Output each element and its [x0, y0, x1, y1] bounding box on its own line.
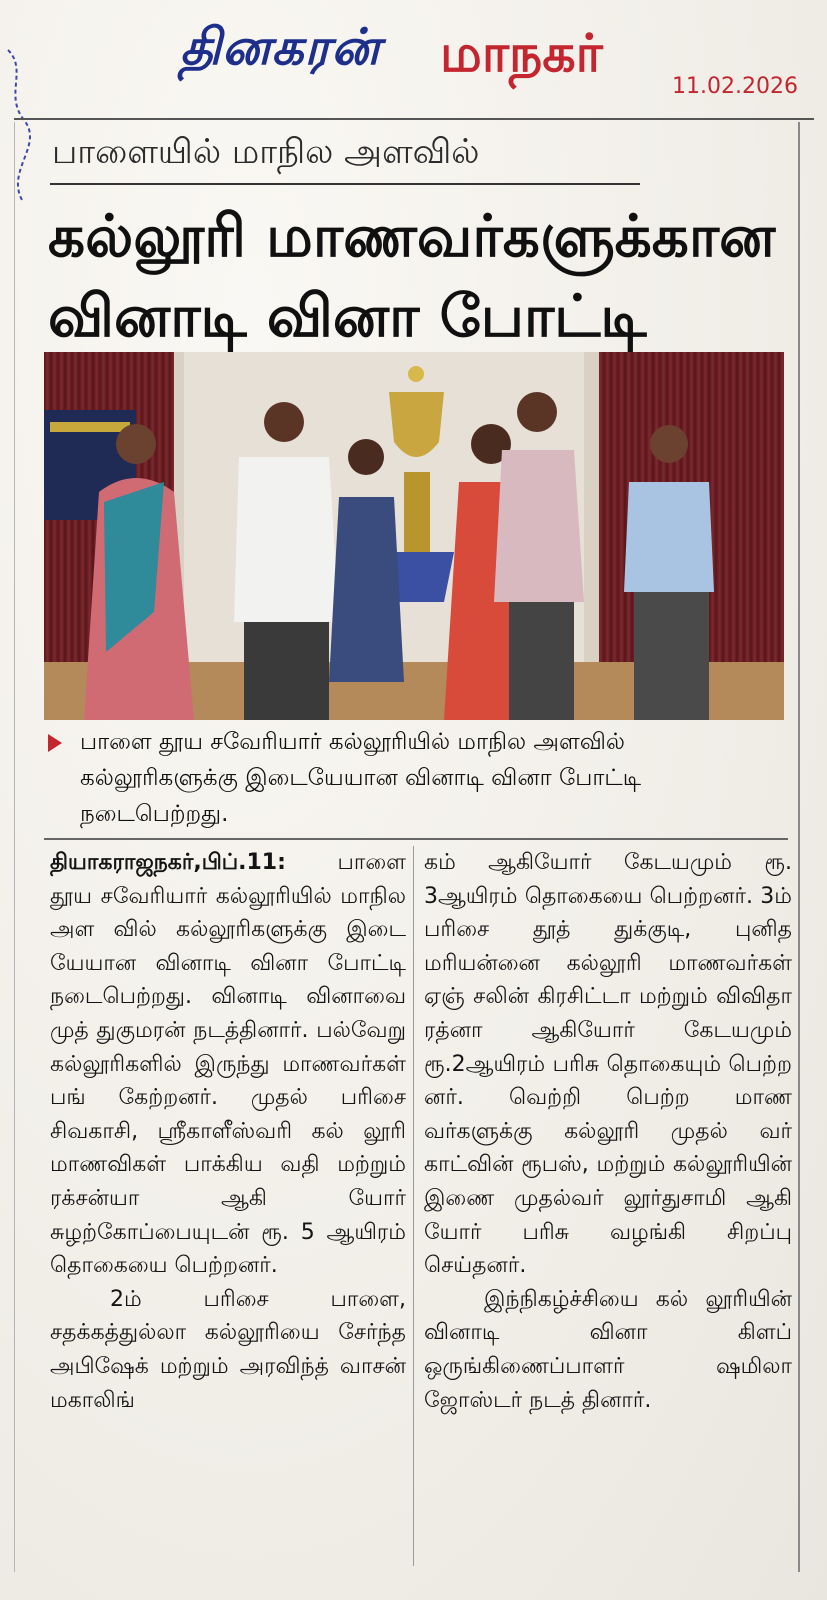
left-border: [14, 122, 15, 1572]
dateline: தியாகராஜநகர்,பிப்.11:: [50, 850, 286, 875]
body-paragraph: இந்நிகழ்ச்சியை கல் லூரியின் வினாடி வினா கிளப் ஒருங்கிணைப்பாளர் ஷமிலா ஜோஸ்டர் நடத் தினார்.: [424, 1286, 792, 1413]
article-column-2: [424, 846, 792, 1417]
trophy-ceremony-illustration: [44, 352, 784, 720]
issue-date: 11.02.2026: [672, 74, 798, 99]
body-paragraph: 2ம் பரிசை பாளை, சதக்கத்துல்லா கல்லூரியை சேர்ந்த அபிஷேக் மற்றும் அரவிந்த் வாசன் மகாலிங்: [50, 1286, 406, 1413]
article-kicker: பாளையில் மாநில அளவில்: [52, 132, 480, 172]
kicker-underline: [50, 183, 640, 185]
body-paragraph: கம் ஆகியோர் கேடயமும் ரூ. 3ஆயிரம் தொகையை பெற்றனர். 3ம் பரிசை தூத் துக்குடி, புனித மரியன்னை கல்லூரி மாணவர்கள் ஏஞ் சலின் கிரசிட்டா மற்றும் விவிதா ரத்னா ஆகியோர் கேடயமும் ரூ.2ஆயிரம் பரிசு தொகையும் பெற்ற னர். வெற்றி பெற்ற மாண வர்களுக்கு கல்லூரி முதல் வர் காட்வின் ரூபஸ், மற்றும் கல்லூரியின் இணை முதல்வர் லூர்துசாமி ஆகி யோர் பரிசு வழங்கி சிறப்பு செய்தனர்.: [424, 850, 792, 1279]
event-photo: [44, 352, 784, 720]
article-headline: கல்லூரி மாணவர்களுக்கான வினாடி வினா போட்டி: [48, 202, 776, 350]
photo-caption: பாளை தூய சவேரியார் கல்லூரியில் மாநில அளவில் கல்லூரிகளுக்கு இடையேயான வினாடி வினா போட்டி நடைபெற்றது.: [80, 729, 642, 827]
article-column-1: [50, 846, 406, 1417]
caption-divider: [44, 838, 788, 840]
right-border: [798, 122, 800, 1572]
masthead-divider: [14, 118, 814, 120]
column-divider: [413, 846, 414, 1566]
brand-primary: தினகரன்: [180, 18, 381, 76]
caption-arrow-icon: [48, 734, 62, 752]
brand-secondary: மாநகர்: [440, 24, 603, 84]
pen-scribble: [0, 40, 40, 210]
body-paragraph: பாளை தூய சவேரியார் கல்லூரியில் மாநில அள வில் கல்லூரிகளுக்கு இடை யேயான வினாடி வினா போட்டி நடைபெற்றது. வினாடி வினாவை முத் துகுமரன் நடத்தினார். பல்வேறு கல்லூரிகளில் இருந்து மாணவர்கள் பங் கேற்றனர். முதல் பரிசை சிவகாசி, ஸ்ரீகாளீஸ்வரி கல் லூரி மாணவிகள் பாக்கிய வதி மற்றும் ரக்சன்யா ஆகி யோர் சுழற்கோப்பையுடன் ரூ. 5 ஆயிரம் தொகையை பெற்றனர்.: [50, 850, 406, 1279]
